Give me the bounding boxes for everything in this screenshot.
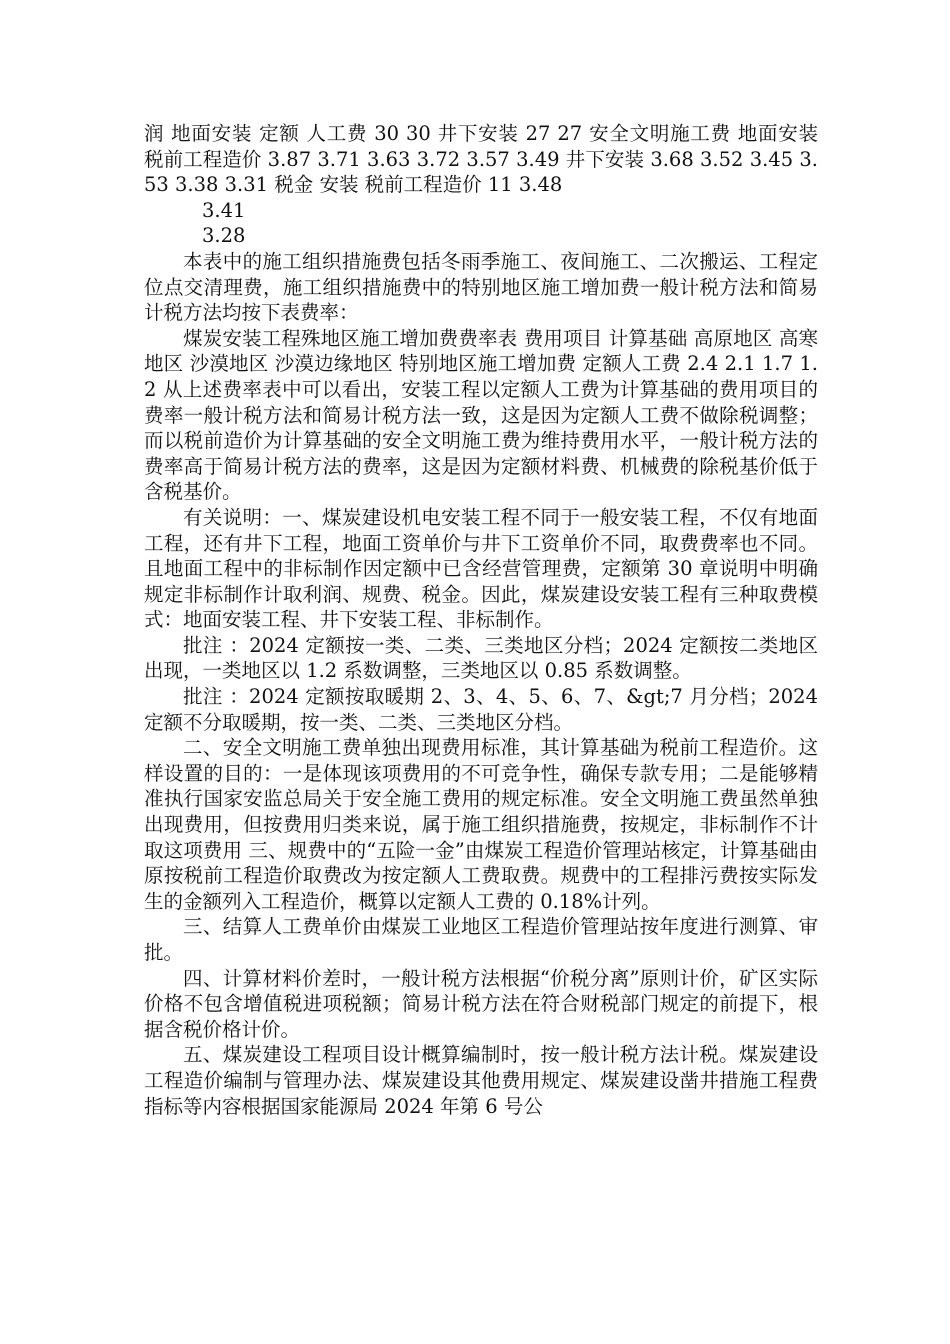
document-page xyxy=(144,121,818,1119)
paragraph-notes: 有关说明：一、煤炭建设机电安装工程不同于一般安装工程，不仅有地面工程，还有井下工程，地面工资单价与井下工资单价不同，取费费率也不同。且地面工程中的非标制作因定额中已含经营管理费，定额第 30 章说明中明确规定非标制作计取利润、规费、税金。因此，煤炭建设安装工程有三种取费模式：地面安装工程、井下安装工程、非标制作。 xyxy=(144,505,818,632)
rate-value-line: 3.28 xyxy=(202,224,246,248)
paragraph-estimate: 五、煤炭建设工程项目设计概算编制时，按一般计税方法计税。煤炭建设工程造价编制与管理办法、煤炭建设其他费用规定、煤炭建设凿井措施工程费指标等内容根据国家能源局 2024 年第 6 号公 xyxy=(144,1043,818,1118)
rate-table-text: 润 地面安装 定额 人工费 30 30 井下安装 27 27 安全文明施工费 地面安装 税前工程造价 3.87 3.71 3.63 3.72 3.57 3.49 井下安装 3.68 3.52 3.45 3.53 3.38 3.31 税金 安装 税前工程造价 11 3.48 xyxy=(144,122,818,197)
rate-value-line: 3.41 xyxy=(202,198,246,222)
paragraph-safety-fee: 二、安全文明施工费单独出现费用标准，其计算基础为税前工程造价。这样设置的目的：一是体现该项费用的不可竞争性，确保专款专用；二是能够精准执行国家安监总局关于安全施工费用的规定标准。安全文明施工费虽然单独出现费用，但按费用归类来说，属于施工组织措施费，按规定，非标制作不计取这项费用 三、规费中的“五险一金”由煤炭工程造价管理站核定，计算基础由原按税前工程造价取费改为按定额人工费取费。规费中的工程排污费按实际发生的金额列入工程造价，概算以定额人工费的 0.18%计列。 xyxy=(144,736,818,913)
annotation-region: 批注 ：2024 定额按一类、二类、三类地区分档；2024 定额按二类地区出现，一类地区以 1.2 系数调整，三类地区以 0.85 系数调整。 xyxy=(144,633,818,683)
paragraph-special-area-table: 煤炭安装工程殊地区施工增加费费率表 费用项目 计算基础 高原地区 高寒地区 沙漠地区 沙漠边缘地区 特别地区施工增加费 定额人工费 2.4 2.1 1.7 1.2 从上述费率表中可以看出，安装工程以定额人工费为计算基础的费用项目的费率一般计税方法和简易计税方法一致，这是因为定额人工费不做除税调整；而以税前造价为计算基础的安全文明施工费为维持费用水平，一般计税方法的费率高于简易计税方法的费率，这是因为定额材料费、机械费的除税基价低于含税基价。 xyxy=(144,326,818,504)
paragraph-labor-price: 三、结算人工费单价由煤炭工业地区工程造价管理站按年度进行测算、审批。 xyxy=(144,915,818,964)
paragraph-measures: 本表中的施工组织措施费包括冬雨季施工、夜间施工、二次搬运、工程定位点交清理费，施工组织措施费中的特别地区施工增加费一般计税方法和简易计税方法均按下表费率： xyxy=(144,249,818,325)
paragraph-material-diff: 四、计算材料价差时，一般计税方法根据“价税分离”原则计价，矿区实际价格不包含增值税进项税额；简易计税方法在符合财税部门规定的前提下，根据含税价格计价。 xyxy=(144,966,818,1041)
annotation-heating: 批注 ：2024 定额按取暖期 2、3、4、5、6、7、&gt;7 月分档；2024 定额不分取暖期，按一类、二类、三类地区分档。 xyxy=(144,685,818,734)
